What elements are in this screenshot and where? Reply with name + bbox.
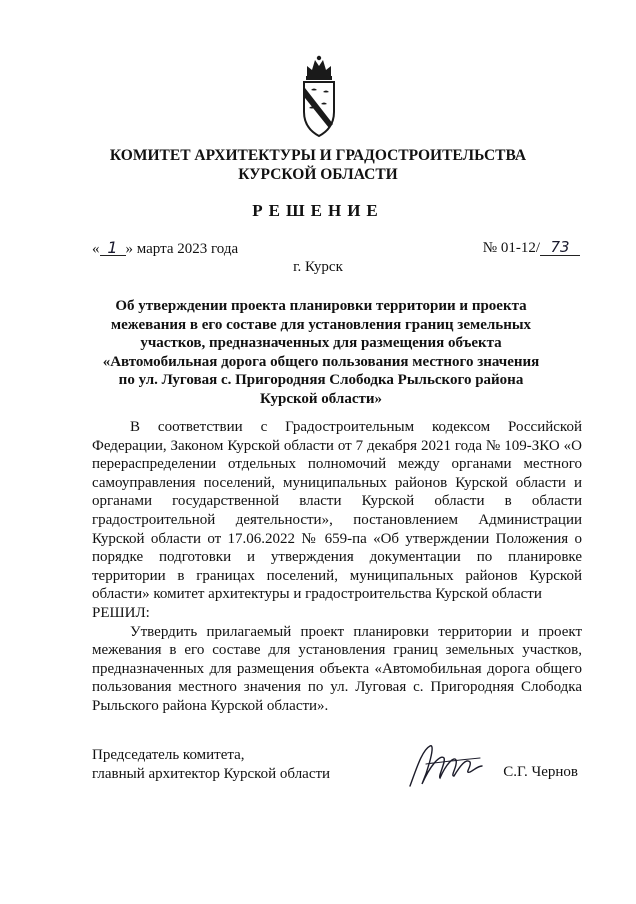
handwritten-signature — [400, 740, 486, 792]
number-prefix: № 01-12/ — [482, 240, 540, 256]
organization-name: КОМИТЕТ АРХИТЕКТУРЫ И ГРАДОСТРОИТЕЛЬСТВА — [109, 147, 527, 164]
date-open-quote: « — [92, 241, 100, 257]
handwritten-day: 1 — [100, 240, 126, 256]
signatory-position-line-1: Председатель комитета, — [92, 747, 245, 763]
coat-of-arms-icon — [299, 54, 339, 140]
signatory-name: С.Г. Чернов — [503, 764, 578, 780]
body-paragraph-2: Утвердить прилагаемый проект планировки территории и проект межевания в его составе для установления границ земельных участков, предназначенных для размещения объекта «Автомобильная дорога общего пользования местного значения по ул. Луговая с. Пригородняя Слободка Рыльского района Курской области». — [92, 623, 582, 714]
document-subject: Об утверждении проекта планировки территории и проекта межевания в его составе для установления границ земельных участков, предназначенных для размещения объекта «Автомобильная дорога общего пользования местного значения по ул. Луговая с. Пригородняя Слободка Рыльского района Курской области» — [102, 298, 540, 407]
signatory-position-line-2: главный архитектор Курской области — [92, 766, 331, 782]
document-city: г. Курск — [293, 259, 343, 275]
signatory-position — [92, 746, 330, 784]
document-type-title: РЕШЕНИЕ — [252, 201, 384, 220]
document-number — [483, 240, 580, 257]
body-paragraph-1: В соответствии с Градостроительным кодексом Российской Федерации, Законом Курской области от 7 декабря 2021 года № 109-ЗКО «О перераспределении отдельных полномочий между органами местного самоуправления поселений, муниципальных районов Курской области и органами государственной власти Курской области в области градостроительной деятельности», постановлением Администрации Курской области от 17.06.2022 № 659-па «Об утверждении Положения о порядке подготовки и утверждения документации по планировке территории в границах поселений, муниципальных районов Курской области» комитет архитектуры и градостроительства Курской области — [92, 419, 582, 603]
decided-label: РЕШИЛ: — [92, 604, 150, 621]
organization-region: КУРСКОЙ ОБЛАСТИ — [238, 166, 398, 183]
handwritten-number: 73 — [540, 240, 580, 256]
document-date — [92, 240, 238, 258]
date-month-year: » марта 2023 года — [125, 241, 239, 257]
document-body — [92, 418, 582, 716]
